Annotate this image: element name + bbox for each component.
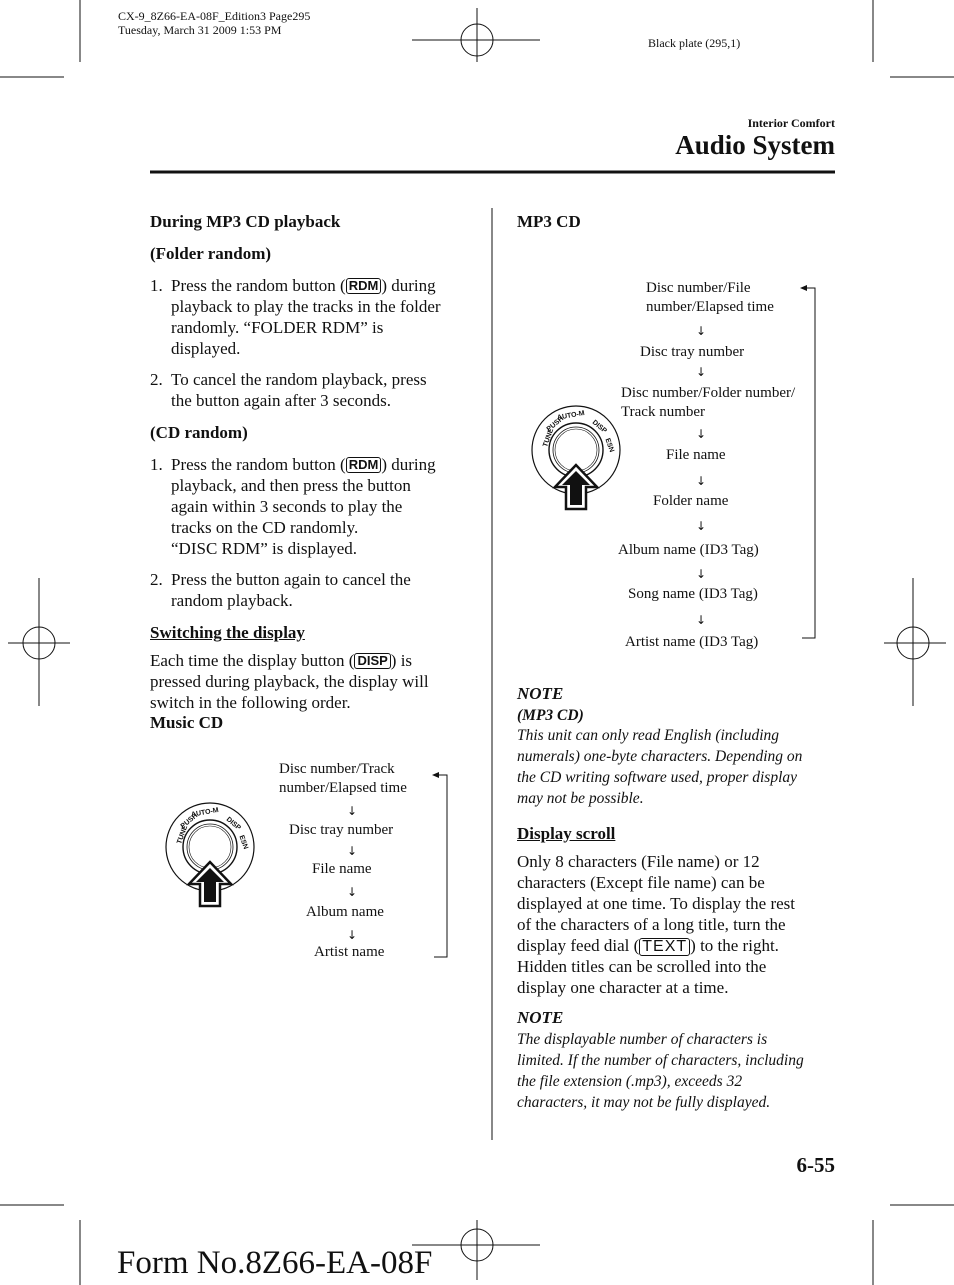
step-text: ) during	[381, 455, 436, 474]
mp3-seq-elapsed: number/Elapsed time	[646, 299, 774, 315]
mp3-seq-file-name: File name	[666, 447, 726, 463]
para-text: Each time the display button (	[150, 651, 355, 670]
step-text: random playback.	[171, 591, 293, 610]
switching-display-text	[150, 650, 480, 713]
mp3-seq-artist: Artist name (ID3 Tag)	[625, 634, 759, 650]
mp3-seq-track: Track number	[621, 404, 706, 420]
note-subtitle: (MP3 CD)	[517, 707, 584, 724]
step-number: 1.	[150, 455, 163, 474]
note-line: the file extension (.mp3), exceeds 32	[517, 1073, 743, 1090]
mp3-seq-song: Song name (ID3 Tag)	[628, 586, 758, 602]
switching-display-heading: Switching the display	[150, 623, 305, 642]
note-title: NOTE	[517, 1008, 564, 1027]
step-text: tracks on the CD randomly.	[171, 518, 359, 537]
folder-random-heading: (Folder random)	[150, 244, 272, 263]
step-text: Press the random button (	[171, 455, 346, 474]
folder-random-step-2	[150, 369, 480, 411]
knob-label-esn: ESN	[603, 437, 615, 454]
cd-random-heading: (CD random)	[150, 423, 248, 442]
display-scroll-text	[517, 851, 837, 998]
knob-label-push: PUSH	[545, 415, 566, 434]
para-text: Hidden titles can be scrolled into the	[517, 957, 767, 976]
display-scroll-heading: Display scroll	[517, 824, 616, 843]
para-text: display one character at a time.	[517, 978, 729, 997]
rdm-button-icon: RDM	[346, 278, 382, 294]
step-text: playback, and then press the button	[171, 476, 411, 495]
step-text: ) during	[381, 276, 436, 295]
knob-label-auto-m: AUTO-M	[556, 409, 586, 422]
print-job-line1: CX-9_8Z66-EA-08F_Edition3 Page295	[118, 9, 311, 23]
para-text: display feed dial (	[517, 936, 640, 955]
folder-random-step-1	[150, 275, 480, 359]
down-arrow-icon: ↓	[696, 519, 707, 533]
knob-label-disp: DISP	[224, 816, 242, 832]
step-number: 2.	[150, 570, 163, 589]
down-arrow-icon: ↓	[347, 804, 358, 818]
step-text: playback to play the tracks in the folder	[171, 297, 441, 316]
music-seq-elapsed: number/Elapsed time	[279, 780, 407, 796]
section-label: Interior Comfort	[747, 116, 835, 130]
rdm-button-icon: RDM	[346, 457, 382, 473]
step-text: displayed.	[171, 339, 241, 358]
form-number: Form No.8Z66-EA-08F	[117, 1245, 433, 1281]
para-text: Only 8 characters (File name) or 12	[517, 852, 760, 871]
print-job-line2: Tuesday, March 31 2009 1:53 PM	[118, 23, 282, 37]
note-mp3-text	[517, 725, 837, 809]
down-arrow-icon: ↓	[696, 613, 707, 627]
page-title: Audio System	[675, 130, 835, 160]
para-text: ) to the right.	[690, 936, 779, 955]
music-seq-artist: Artist name	[314, 944, 385, 960]
down-arrow-icon: ↓	[347, 928, 358, 942]
note-characters-text	[517, 1029, 837, 1113]
down-arrow-icon: ↓	[696, 365, 707, 379]
music-seq-disc-track: Disc number/Track	[279, 761, 395, 777]
mp3-playback-heading: During MP3 CD playback	[150, 212, 341, 231]
para-text: pressed during playback, the display will	[150, 672, 429, 691]
down-arrow-icon: ↓	[696, 427, 707, 441]
note-line: This unit can only read English (including	[517, 727, 780, 744]
knob-label-tune: TUNE	[176, 824, 190, 846]
note-title: NOTE	[517, 684, 564, 703]
step-text: the button again after 3 seconds.	[171, 391, 391, 410]
disp-button-icon: DISP	[354, 653, 390, 669]
mp3-seq-disc-tray: Disc tray number	[640, 344, 745, 360]
music-seq-file-name: File name	[312, 861, 372, 877]
cd-random-step-1	[150, 454, 480, 559]
down-arrow-icon: ↓	[696, 474, 707, 488]
note-line: may not be possible.	[517, 790, 644, 807]
down-arrow-icon: ↓	[696, 567, 707, 581]
note-line: limited. If the number of characters, including	[517, 1052, 804, 1069]
knob-label-disp: DISP	[590, 419, 608, 435]
plate-label: Black plate (295,1)	[648, 36, 741, 50]
step-text: Press the random button (	[171, 276, 346, 295]
note-line: characters, it may not be fully displayed.	[517, 1094, 771, 1111]
para-text: ) is	[390, 651, 413, 670]
step-text: again within 3 seconds to play the	[171, 497, 403, 516]
mp3-seq-disc-file: Disc number/File	[646, 280, 751, 296]
para-text: characters (Except file name) can be	[517, 873, 765, 892]
mp3-seq-folder-name: Folder name	[653, 493, 729, 509]
cd-random-step-2	[150, 569, 480, 611]
text-dial-icon: TEXT	[639, 938, 690, 956]
music-seq-album: Album name	[306, 904, 384, 920]
step-text: randomly. “FOLDER RDM” is	[171, 318, 384, 337]
music-seq-disc-tray: Disc tray number	[289, 822, 394, 838]
mp3-cd-heading: MP3 CD	[517, 212, 581, 231]
step-number: 1.	[150, 276, 163, 295]
down-arrow-icon: ↓	[347, 885, 358, 899]
note-line: the CD writing software used, proper display	[517, 769, 798, 786]
down-arrow-icon: ↓	[696, 324, 707, 338]
step-text: Press the button again to cancel the	[171, 570, 411, 589]
music-cd-heading: Music CD	[150, 713, 224, 732]
para-text: displayed at one time. To display the rest	[517, 894, 795, 913]
knob-label-push: PUSH	[179, 812, 200, 831]
knob-label-auto-m: AUTO-M	[190, 806, 220, 819]
mp3-seq-album: Album name (ID3 Tag)	[618, 542, 759, 558]
down-arrow-icon: ↓	[347, 844, 358, 858]
para-text: of the characters of a long title, turn the	[517, 915, 786, 934]
knob-label-esn: ESN	[237, 834, 249, 851]
step-text: To cancel the random playback, press	[171, 370, 427, 389]
page-number: 6-55	[796, 1153, 835, 1177]
mp3-seq-disc-folder: Disc number/Folder number/	[621, 385, 796, 401]
knob-label-tune: TUNE	[542, 427, 556, 449]
note-line: The displayable number of characters is	[517, 1031, 768, 1048]
note-line: numerals) one-byte characters. Depending on	[517, 748, 803, 765]
step-text: “DISC RDM” is displayed.	[171, 539, 358, 558]
para-text: switch in the following order.	[150, 693, 351, 712]
step-number: 2.	[150, 370, 163, 389]
